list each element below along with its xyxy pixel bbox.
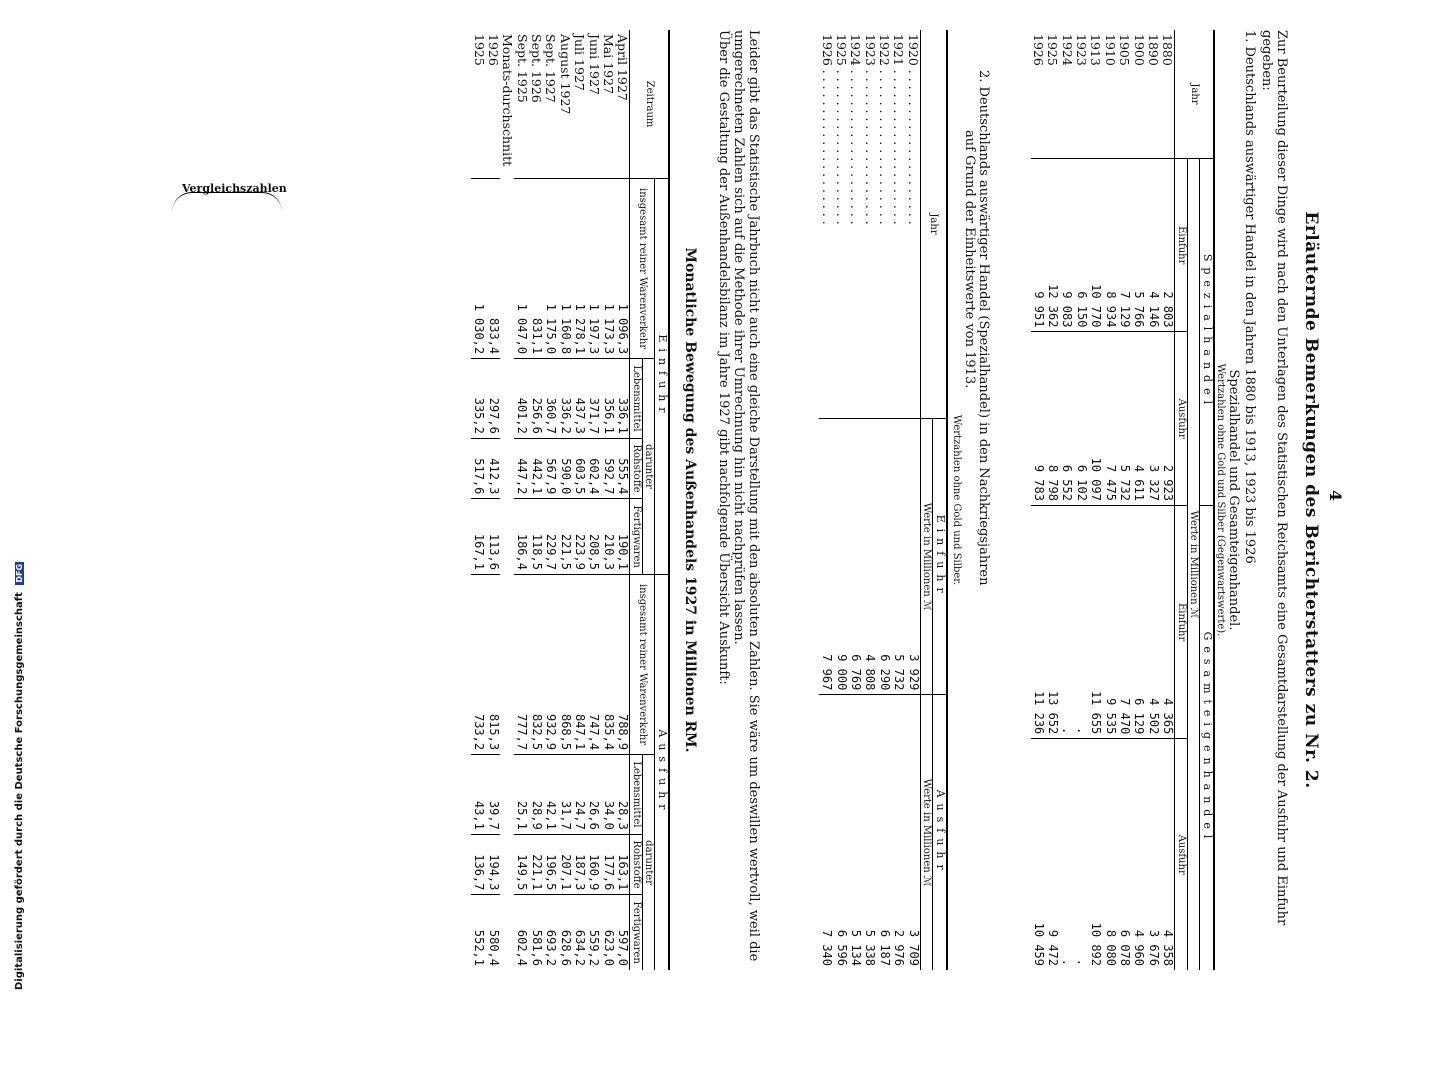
period-cell: Sept. 1926 <box>529 34 545 103</box>
year-cell: 1922 . . . . . . . . . . . . . . . . . . . . <box>877 34 893 225</box>
value-cell: 401,2 <box>514 359 528 439</box>
table-row <box>1160 30 1175 970</box>
table-row <box>905 30 920 970</box>
value-cell: 336,1 <box>615 359 630 439</box>
period-cell: 1926 <box>485 34 501 66</box>
table-row <box>500 30 514 970</box>
value-cell: 788,9 <box>615 574 630 754</box>
year-cell: 1923 <box>1074 34 1090 66</box>
value-cell: 4 358 <box>1160 739 1175 970</box>
period-cell: August 1927 <box>557 34 573 115</box>
table-row <box>586 30 600 970</box>
value-cell: 336,2 <box>557 359 571 439</box>
paragraph-2b: Über die Gestaltung der Außenhandelsbilanz im Jahre 1927 gibt nachfolgende Übersicht Auskunft: <box>716 30 731 685</box>
col-roh-e: Rohstoffe <box>630 438 643 499</box>
year-cell: 1926 . . . . . . . . . . . . . . . . . . . . <box>819 34 835 225</box>
value-cell: 7 129 <box>1117 159 1131 332</box>
year-cell: 1924 . . . . . . . . . . . . . . . . . . . . <box>848 34 864 225</box>
value-cell: 777,7 <box>514 574 528 754</box>
table-row <box>514 30 528 970</box>
table-row <box>1059 30 1073 970</box>
page-heading: Erläuternde Bemerkungen des Berichterstatters zu Nr. 2. <box>1301 211 1321 789</box>
value-cell: 26,6 <box>586 755 600 835</box>
value-cell: 9 083 <box>1059 159 1073 332</box>
col-ausfuhr-g: Ausfuhr <box>1175 739 1188 970</box>
value-cell: 1 175,0 <box>543 179 557 359</box>
value-cell: 2 976 <box>891 695 905 970</box>
value-cell: 28,9 <box>529 755 543 835</box>
value-cell: . <box>1074 505 1088 738</box>
section2-note: Wertzahlen ohne Gold und Silber. <box>951 414 962 586</box>
value-cell: 4 960 <box>1131 739 1145 970</box>
value-cell: 8 798 <box>1045 332 1059 505</box>
col-fert-a: Fertigwaren <box>630 895 643 970</box>
value-cell: 43,1 <box>471 755 485 835</box>
value-cell: 831,1 <box>529 179 543 359</box>
value-cell: 10 459 <box>1031 739 1045 970</box>
value-cell: 5 732 <box>891 419 905 695</box>
period-cell: 1925 <box>471 34 487 66</box>
value-cell: 25,1 <box>514 755 528 835</box>
value-cell: 2 923 <box>1160 332 1175 505</box>
value-cell: 747,4 <box>586 574 600 754</box>
value-cell: . <box>1059 505 1073 738</box>
table-row <box>529 30 543 970</box>
value-cell: 597,0 <box>615 895 630 970</box>
value-cell: 693,2 <box>543 895 557 970</box>
table-row <box>615 30 630 970</box>
value-cell: 1 197,3 <box>586 179 600 359</box>
value-cell: 8 080 <box>1102 739 1116 970</box>
value-cell: 221,1 <box>529 834 543 895</box>
value-cell: 437,3 <box>572 359 586 439</box>
table-row <box>1146 30 1160 970</box>
col-leb-e: Lebensmittel <box>630 359 643 439</box>
value-cell: 1 047,0 <box>514 179 528 359</box>
value-cell: 7 967 <box>819 419 833 695</box>
value-cell: 932,9 <box>543 574 557 754</box>
value-cell: 7 475 <box>1102 332 1116 505</box>
table-1 <box>1031 30 1215 970</box>
table-2 <box>819 30 948 970</box>
value-cell: 815,3 <box>486 574 500 754</box>
col-zeitraum: Zeitraum <box>630 30 669 179</box>
table-row <box>601 30 615 970</box>
value-cell: 581,6 <box>529 895 543 970</box>
value-cell: 6 187 <box>877 695 891 970</box>
value-cell: 10 770 <box>1088 159 1102 332</box>
value-cell: 5 766 <box>1131 159 1145 332</box>
comparison-label: Vergleichszahlen <box>182 182 287 195</box>
value-cell: 9 783 <box>1031 332 1045 505</box>
table-row <box>862 30 876 970</box>
table-row <box>819 30 833 970</box>
value-cell: 9 951 <box>1031 159 1045 332</box>
value-cell: 8 934 <box>1102 159 1116 332</box>
table-row <box>572 30 586 970</box>
value-cell: 603,5 <box>572 438 586 499</box>
period-cell: Mai 1927 <box>600 34 616 95</box>
value-cell: 555,4 <box>615 438 630 499</box>
value-cell: 12 362 <box>1045 159 1059 332</box>
darunter-a: darunter <box>642 755 655 970</box>
value-cell: 590,0 <box>557 438 571 499</box>
value-cell: 160,9 <box>586 834 600 895</box>
year-cell: 1925 . . . . . . . . . . . . . . . . . . . . <box>833 34 849 225</box>
year-cell: 1900 <box>1131 34 1147 66</box>
unit-label: Werte in Millionen ℳ <box>1187 159 1200 971</box>
value-cell: 7 470 <box>1117 505 1131 738</box>
table-row <box>834 30 848 970</box>
section1-subtitle: Spezialhandel und Gesamteigenhandel. <box>1226 369 1241 631</box>
table-row <box>471 30 485 970</box>
period-cell: April 1927 <box>615 34 631 101</box>
group-ausfuhr: Ausfuhr <box>655 574 669 970</box>
table-row <box>1031 30 1045 970</box>
value-cell: 832,5 <box>529 574 543 754</box>
value-cell: 210,3 <box>601 499 615 575</box>
col-insg-a: insgesamt reiner Warenverkehr <box>630 574 655 754</box>
value-cell: 847,1 <box>572 574 586 754</box>
value-cell: 208,5 <box>586 499 600 575</box>
group-einfuhr: Einfuhr <box>655 179 669 575</box>
document-page <box>260 10 1360 990</box>
year-cell: 1924 <box>1059 34 1075 66</box>
value-cell: 602,4 <box>514 895 528 970</box>
year-cell: 1923 . . . . . . . . . . . . . . . . . . . . <box>862 34 878 225</box>
value-cell: 6 102 <box>1074 332 1088 505</box>
year-cell: 1925 <box>1045 34 1061 66</box>
value-cell: 442,1 <box>529 438 543 499</box>
value-cell: 6 078 <box>1117 739 1131 970</box>
value-cell: 10 097 <box>1088 332 1102 505</box>
year-cell: 1913 <box>1088 34 1104 66</box>
value-cell: 229,7 <box>543 499 557 575</box>
value-cell: 356,1 <box>601 359 615 439</box>
value-cell: 447,2 <box>514 438 528 499</box>
value-cell: 13 652 <box>1045 505 1059 738</box>
value-cell: 118,5 <box>529 499 543 575</box>
value-cell: 31,7 <box>557 755 571 835</box>
value-cell: 3 929 <box>905 419 920 695</box>
dfg-logo-icon: DFG <box>15 563 24 583</box>
value-cell: 167,1 <box>471 499 485 575</box>
year-cell: 1926 <box>1030 34 1046 66</box>
value-cell: 10 892 <box>1088 739 1102 970</box>
value-cell: 149,5 <box>514 834 528 895</box>
value-cell: 1 160,8 <box>557 179 571 359</box>
year-cell: 1920 . . . . . . . . . . . . . . . . . . . . <box>905 34 921 225</box>
value-cell: 628,6 <box>557 895 571 970</box>
value-cell: 207,1 <box>557 834 571 895</box>
col-einfuhr-g: Einfuhr <box>1175 505 1188 738</box>
footer-text: Digitalisierung gefördert durch die Deutsche Forschungsgemeinschaft <box>14 592 25 990</box>
period-cell: Sept. 1925 <box>514 34 530 103</box>
table-row <box>1117 30 1131 970</box>
col-insg-e: insgesamt reiner Warenverkehr <box>630 179 655 359</box>
year-cell: 1921 . . . . . . . . . . . . . . . . . . . . <box>891 34 907 225</box>
period-cell: Juni 1927 <box>586 34 602 95</box>
value-cell: 868,5 <box>557 574 571 754</box>
value-cell: 6 769 <box>848 419 862 695</box>
table-row <box>891 30 905 970</box>
value-cell: 634,2 <box>572 895 586 970</box>
value-cell: 6 290 <box>877 419 891 695</box>
intro-paragraph: Zur Beurteilung dieser Dinge wird nach den Unterlagen des Statistischen Reichsamts eine Gesamtdarstellung der Ausfuhr und Einfuhr gegeben: <box>1259 30 1289 926</box>
value-cell: 833,4 <box>486 179 500 359</box>
value-cell: 4 502 <box>1146 505 1160 738</box>
col-fert-e: Fertigwaren <box>630 499 643 575</box>
value-cell: 412,3 <box>486 438 500 499</box>
value-cell: 602,4 <box>586 438 600 499</box>
section3-title: Monatliche Bewegung des Außenhandels 1927 in Millionen RM. <box>682 247 698 753</box>
col-jahr-2: Jahr <box>920 30 947 419</box>
table-row <box>543 30 557 970</box>
table-row <box>486 30 500 970</box>
value-cell: . <box>1059 739 1073 970</box>
col-ausfuhr-2: Ausfuhr <box>933 695 947 970</box>
value-cell: 9 535 <box>1102 505 1116 738</box>
paragraph-2a: Leider gibt das Statistische Jahrbuch nicht auch eine gleiche Darstellung mit den absoluten Zahlen. Sie wäre um deswillen wertvoll, weil die umgerechneten Zahlen sich auf die Methode ihrer Umrechnung hin nicht nachprüfen lassen. <box>731 30 761 962</box>
value-cell: 11 236 <box>1031 505 1045 738</box>
unit-einfuhr-2: Werte in Millionen ℳ <box>920 419 933 695</box>
value-cell: 187,3 <box>572 834 586 895</box>
value-cell: 9 000 <box>834 419 848 695</box>
period-cell: Monats-durchschnitt <box>500 34 516 167</box>
table-row <box>1074 30 1088 970</box>
year-cell: 1910 <box>1102 34 1118 66</box>
page-number: 4 <box>1326 490 1345 502</box>
value-cell: 297,6 <box>486 359 500 439</box>
value-cell: 190,1 <box>615 499 630 575</box>
value-cell: 6 150 <box>1074 159 1088 332</box>
value-cell: 177,6 <box>601 834 615 895</box>
value-cell: 552,1 <box>471 895 485 970</box>
value-cell: 5 134 <box>848 695 862 970</box>
table-row <box>1131 30 1145 970</box>
value-cell: 592,7 <box>601 438 615 499</box>
table-row <box>557 30 571 970</box>
value-cell: 9 472 <box>1045 739 1059 970</box>
col-einfuhr-s: Einfuhr <box>1175 159 1188 332</box>
value-cell: 39,7 <box>486 755 500 835</box>
value-cell: 4 146 <box>1146 159 1160 332</box>
value-cell: 517,6 <box>471 438 485 499</box>
section2-title2: auf Grund der Einheitswerte von 1913. <box>962 130 977 389</box>
value-cell: 11 655 <box>1088 505 1102 738</box>
value-cell: 113,6 <box>486 499 500 575</box>
value-cell: 6 596 <box>834 695 848 970</box>
value-cell: 196,5 <box>543 834 557 895</box>
darunter-e: darunter <box>642 359 655 575</box>
value-cell: 1 278,1 <box>572 179 586 359</box>
value-cell: 6 129 <box>1131 505 1145 738</box>
value-cell: 186,4 <box>514 499 528 575</box>
value-cell: 835,4 <box>601 574 615 754</box>
section1-note: Wertzahlen ohne Gold und Silber (Gegenwartswerte). <box>1215 363 1226 637</box>
section2-title: 2. Deutschlands auswärtiger Handel (Spezialhandel) in den Nachkriegsjahren <box>976 70 991 586</box>
value-cell: 256,6 <box>529 359 543 439</box>
value-cell: 4 611 <box>1131 332 1145 505</box>
value-cell: 335,2 <box>471 359 485 439</box>
col-einfuhr-2: Einfuhr <box>933 419 947 695</box>
value-cell: 6 552 <box>1059 332 1073 505</box>
value-cell: 28,3 <box>615 755 630 835</box>
table-row <box>1045 30 1059 970</box>
section1-title: 1. Deutschlands auswärtiger Handel in den Jahren 1880 bis 1913, 1923 bis 1926 <box>1242 30 1257 564</box>
table-row <box>1088 30 1102 970</box>
group-gesamteigenhandel: Gesamteigenhandel <box>1200 505 1214 970</box>
year-cell: 1890 <box>1145 34 1161 66</box>
table-3 <box>471 30 670 970</box>
col-leb-a: Lebensmittel <box>630 755 643 835</box>
year-cell: 1905 <box>1117 34 1133 66</box>
value-cell: . <box>1074 739 1088 970</box>
value-cell: 371,7 <box>586 359 600 439</box>
group-spezialhandel: Spezialhandel <box>1200 159 1214 506</box>
value-cell: 4 365 <box>1160 505 1175 738</box>
value-cell: 24,7 <box>572 755 586 835</box>
period-cell: Sept. 1927 <box>543 34 559 103</box>
value-cell: 580,4 <box>486 895 500 970</box>
table-row <box>848 30 862 970</box>
value-cell: 567,9 <box>543 438 557 499</box>
value-cell: 2 803 <box>1160 159 1175 332</box>
value-cell: 1 030,2 <box>471 179 485 359</box>
value-cell: 3 676 <box>1146 739 1160 970</box>
value-cell: 5 338 <box>862 695 876 970</box>
table-row <box>1102 30 1116 970</box>
value-cell: 1 173,3 <box>601 179 615 359</box>
value-cell: 5 732 <box>1117 332 1131 505</box>
footer-credit <box>14 20 30 990</box>
value-cell: 623,0 <box>601 895 615 970</box>
value-cell: 360,7 <box>543 359 557 439</box>
value-cell: 34,0 <box>601 755 615 835</box>
value-cell: 42,1 <box>543 755 557 835</box>
col-jahr: Jahr <box>1175 30 1214 159</box>
value-cell: 194,3 <box>486 834 500 895</box>
unit-ausfuhr-2: Werte in Millionen ℳ <box>920 695 933 970</box>
value-cell: 3 327 <box>1146 332 1160 505</box>
value-cell: 4 808 <box>862 419 876 695</box>
table-row <box>877 30 891 970</box>
col-roh-a: Rohstoffe <box>630 834 643 895</box>
value-cell: 1 096,3 <box>615 179 630 359</box>
value-cell: 223,9 <box>572 499 586 575</box>
col-ausfuhr-s: Ausfuhr <box>1175 332 1188 505</box>
value-cell: 559,2 <box>586 895 600 970</box>
period-cell: Juli 1927 <box>572 34 588 91</box>
year-cell: 1880 <box>1160 34 1176 66</box>
value-cell: 136,7 <box>471 834 485 895</box>
value-cell: 7 340 <box>819 695 833 970</box>
value-cell: 163,1 <box>615 834 630 895</box>
value-cell: 733,2 <box>471 574 485 754</box>
value-cell: 3 709 <box>905 695 920 970</box>
value-cell: 221,5 <box>557 499 571 575</box>
